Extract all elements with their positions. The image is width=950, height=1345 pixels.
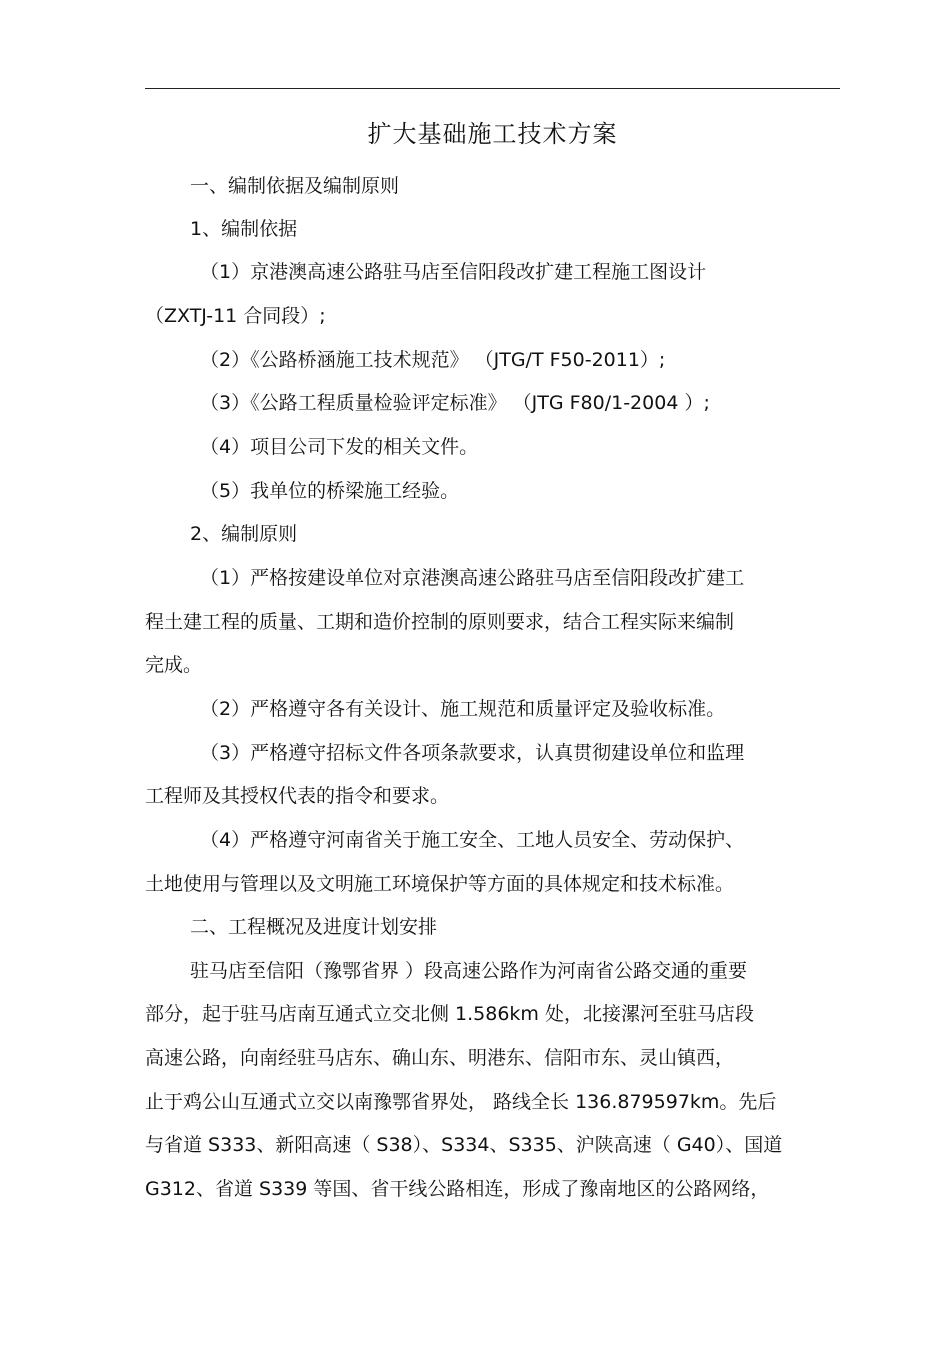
section-heading-1: 一、编制依据及编制原则 [190, 175, 400, 197]
paragraph-line: （1）京港澳高速公路驻马店至信阳段改扩建工程施工图设计 [200, 261, 707, 283]
paragraph-line: （3）严格遵守招标文件各项条款要求，认真贯彻建设单位和监理 [200, 742, 745, 764]
paragraph-line: （2）严格遵守各有关设计、施工规范和质量评定及验收标准。 [200, 698, 726, 720]
paragraph-line: G312、省道 S339 等国、省干线公路相连，形成了豫南地区的公路网络， [145, 1178, 770, 1200]
paragraph-line: （4）严格遵守河南省关于施工安全、工地人员安全、劳动保护、 [200, 829, 745, 851]
paragraph-line: 完成。 [145, 654, 203, 676]
paragraph-line: （1）严格按建设单位对京港澳高速公路驻马店至信阳段改扩建工 [200, 567, 745, 589]
paragraph-line: （5）我单位的桥梁施工经验。 [200, 480, 460, 502]
paragraph-line: 与省道 S333、新阳高速（ S38）、S334、S335、沪陕高速（ G40）、国道 [145, 1134, 783, 1156]
paragraph-line: 部分，起于驻马店南互通式立交北侧 1.586km 处，北接漯河至驻马店段 [145, 1003, 754, 1025]
subsection-heading-principles: 2、编制原则 [190, 523, 298, 545]
paragraph-line: 土地使用与管理以及文明施工环境保护等方面的具体规定和技术标准。 [145, 873, 735, 895]
paragraph-line: （4）项目公司下发的相关文件。 [200, 436, 479, 458]
paragraph-line: 高速公路，向南经驻马店东、确山东、明港东、信阳市东、灵山镇西， [145, 1047, 735, 1069]
document-title: 扩大基础施工技术方案 [367, 120, 618, 148]
paragraph-line: （3）《公路工程质量检验评定标准》 （JTG F80/1-2004 ）; [200, 392, 710, 414]
paragraph-line: （ZXTJ-11 合同段）; [145, 305, 326, 327]
paragraph-line: 程土建工程的质量、工期和造价控制的原则要求，结合工程实际来编制 [145, 611, 735, 633]
subsection-heading-basis: 1、编制依据 [190, 218, 298, 240]
paragraph-line: 工程师及其授权代表的指令和要求。 [145, 785, 450, 807]
paragraph-line: 止于鸡公山互通式立交以南豫鄂省界处， 路线全长 136.879597km。先后 [145, 1091, 777, 1113]
paragraph-line: （2）《公路桥涵施工技术规范》 （JTG/T F50-2011）; [200, 349, 666, 371]
header-rule [145, 88, 840, 89]
paragraph-line: 驻马店至信阳（豫鄂省界 ）段高速公路作为河南省公路交通的重要 [190, 960, 748, 982]
section-heading-2: 二、工程概况及进度计划安排 [190, 916, 438, 938]
